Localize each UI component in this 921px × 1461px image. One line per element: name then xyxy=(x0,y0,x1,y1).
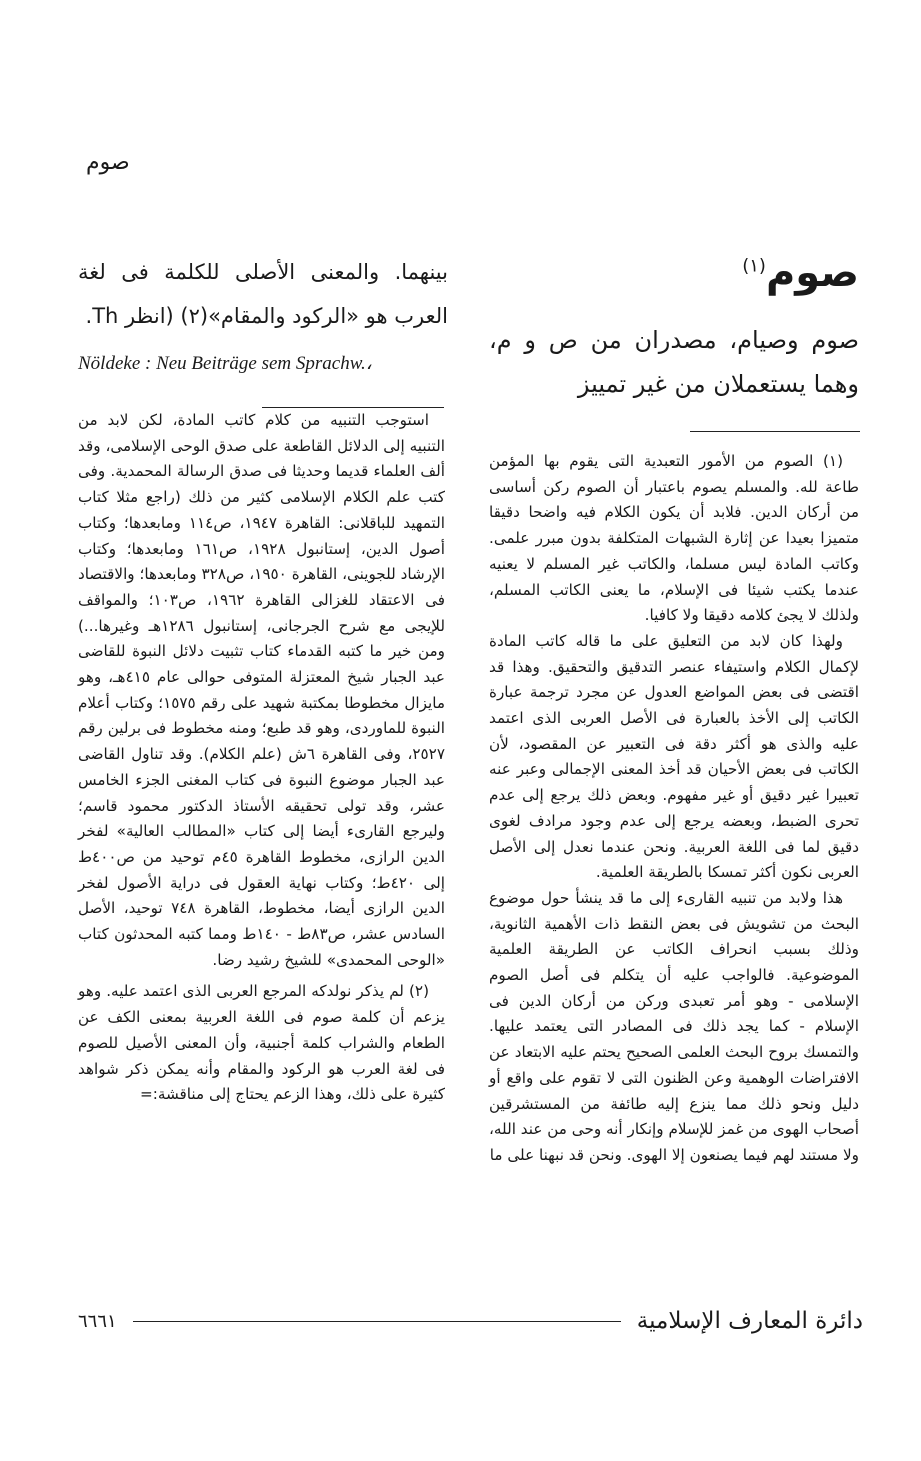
footer-rule xyxy=(133,1321,621,1322)
article-title-word: صوم xyxy=(765,250,859,296)
page-footer xyxy=(78,1305,863,1337)
footnote-paragraph: (١) الصوم من الأمور التعبدية التى يقوم بها المؤمن طاعة لله. والمسلم يصوم باعتبار أن الصوم ركن أساسى من أركان الدين. فلابد أن يكون الكلام فيه واضحا دقيقا متميزا بعيدا عن إثارة الشبهات المتكلفة بدون مبرر علمى. وكاتب المادة ليس مسلما، والكاتب غير المسلم لا يعنيه عندما يكتب شيئا فى الإسلام، ما يعنى الكاتب المسلم، ولذلك لا يجئ كلامه دقيقا ولا كافيا. xyxy=(489,452,859,625)
lead-text-left xyxy=(78,250,448,386)
title-footnote-marker[interactable]: (١) xyxy=(742,255,766,277)
footnote-column-right xyxy=(489,449,859,1169)
lead-text-right: صوم وصيام، مصدران من ص و م، وهما يستعملان من غير تمييز xyxy=(489,326,859,398)
article-title xyxy=(742,250,859,296)
footnote-paragraph: هذا ولابد من تنبيه القارىء إلى ما قد ينشأ حول موضوع البحث من تشويش فى بعض النقط ذات الأهمية الثانوية، وذلك بسبب انحراف الكاتب عن الطريقة العلمية الموضوعية. فالواجب عليه أن يتكلم فى أصل الصوم الإسلامى - وهو أمر تعبدى وركن من أركان الدين فى الإسلام - كما يجد ذلك فى المصادر التى يعتمد عليها. والتمسك بروح البحث العلمى الصحيح يحتم عليه الابتعاد عن الافتراضات الوهمية وعن الظنون التى لا تقوم على واقع أو دليل ونحو ذلك مما ينزع إليه طائفة من المستشرقين أصحاب الهوى من غمز للإسلام وإنكار أنه وحى من عند الله، ولا مستند لهم فيما يصنعون إلا الهوى. ونحن قد نبهنا على ما xyxy=(489,888,859,1164)
footnote-separator-right xyxy=(690,431,860,432)
lead-left-arabic: بينهما. والمعنى الأصلى للكلمة فى لغة العرب هو «الركود والمقام»(٢) (انظر Th. xyxy=(78,260,448,328)
lead-left-reference: Nöldeke : Neu Beiträge sem Sprachw.، xyxy=(78,353,372,374)
running-head: صوم xyxy=(86,150,130,175)
journal-title: دائرة المعارف الإسلامية xyxy=(636,1308,863,1334)
footnote-paragraph: ولهذا كان لابد من التعليق على ما قاله كاتب المادة لإكمال الكلام واستيفاء عنصر التدقيق والتحقيق. وهذا قد اقتضى فى بعض المواضع العدول عن مجرد ترجمة عبارة الكاتب إلى الأخذ بالعبارة فى الأصل العربى الذى اعتمد عليه والذى هو أكثر دقة فى التعبير عن المقصود، لأن الكاتب فى بعض الأحيان قد أخذ المعنى الإجمالى وعبر عنه تعبيرا غير دقيق أو غير مفهوم. وبعض ذلك يرجع إلى عدم تحرى الضبط، وبعضه يرجع إلى عدم وجود مرادف لغوى دقيق لما فى اللغة العربية. ونحن عندما نعدل إلى الأصل العربى نكون أكثر تمسكا بالطريقة العلمية. xyxy=(489,631,859,882)
footnote-paragraph: استوجب التنبيه من كلام كاتب المادة، لكن لابد من التنبيه إلى الدلائل القاطعة على صدق الوحى الإسلامى، وقد ألف العلماء قديما وحديثا فى صدق الرسالة المحمدية. وفى كتب علم الكلام الإسلامى كثير من ذلك (راجع مثلا كتاب التمهيد للباقلانى: القاهرة ١٩٤٧، ص١١٤ ومابعدها؛ وكتاب أصول الدين، إستانبول ١٩٢٨، ص١٦١ ومابعدها؛ وكتاب الإرشاد للجوينى، القاهرة ١٩٥٠، ص٣٢٨ ومابعدها؛ والاقتصاد فى الاعتقاد للغزالى القاهرة ١٩٦٢، ص١٠٣؛ والمواقف للإيجى مع شرح الجرجانى، إستانبول ١٢٨٦هـ وغيرها...) ومن خير ما كتبه القدماء كتاب تثبيت دلائل النبوة للقاضى عبد الجبار شيخ المعتزلة المتوفى حوالى عام ٤١٥هـ، وهو مايزال مخطوطا بمكتبة شهيد على رقم ١٥٧٥؛ وكتاب أعلام النبوة للماوردى، وهو قد طبع؛ ومنه مخطوط فى برلين رقم ٢٥٢٧، وفى القاهرة ٦ش (علم الكلام). وقد تناول القاضى عبد الجبار موضوع النبوة فى كتاب المغنى الجزء الخامس عشر، وقد تولى تحقيقه الأستاذ الدكتور محمود قاسم؛ وليرجع القارىء أيضا إلى كتاب «المطالب العالية» لفخر الدين الرازى، مخطوط القاهرة ٤٥م توحيد من ص٤٠٠ط إلى ٤٢٠ط؛ وكتاب نهاية العقول فى دراية الأصول لفخر الدين الرازى أيضا، مخطوط، القاهرة ٧٤٨ توحيد، الأصل السادس عشر، ص٨٣ط - ١٤٠ط ومما كتبه المحدثون كتاب «الوحى المحمدى» للشيخ رشيد رضا. xyxy=(78,411,446,969)
footnote-column-left xyxy=(78,408,445,1108)
footnote-paragraph: (٢) لم يذكر نولدكه المرجع العربى الذى اعتمد عليه. وهو يزعم أن كلمة صوم فى اللغة العربية بمعنى الكف عن الطعام والشراب كلمة أجنبية، وأن المعنى الأصيل للصوم فى لغة العرب هو الركود والمقام وأنه يمكن ذكر شواهد كثيرة على ذلك، وهذا الزعم يحتاج إلى مناقشة:= xyxy=(78,982,445,1104)
page-number: ٦٦٦١ xyxy=(78,1310,117,1332)
